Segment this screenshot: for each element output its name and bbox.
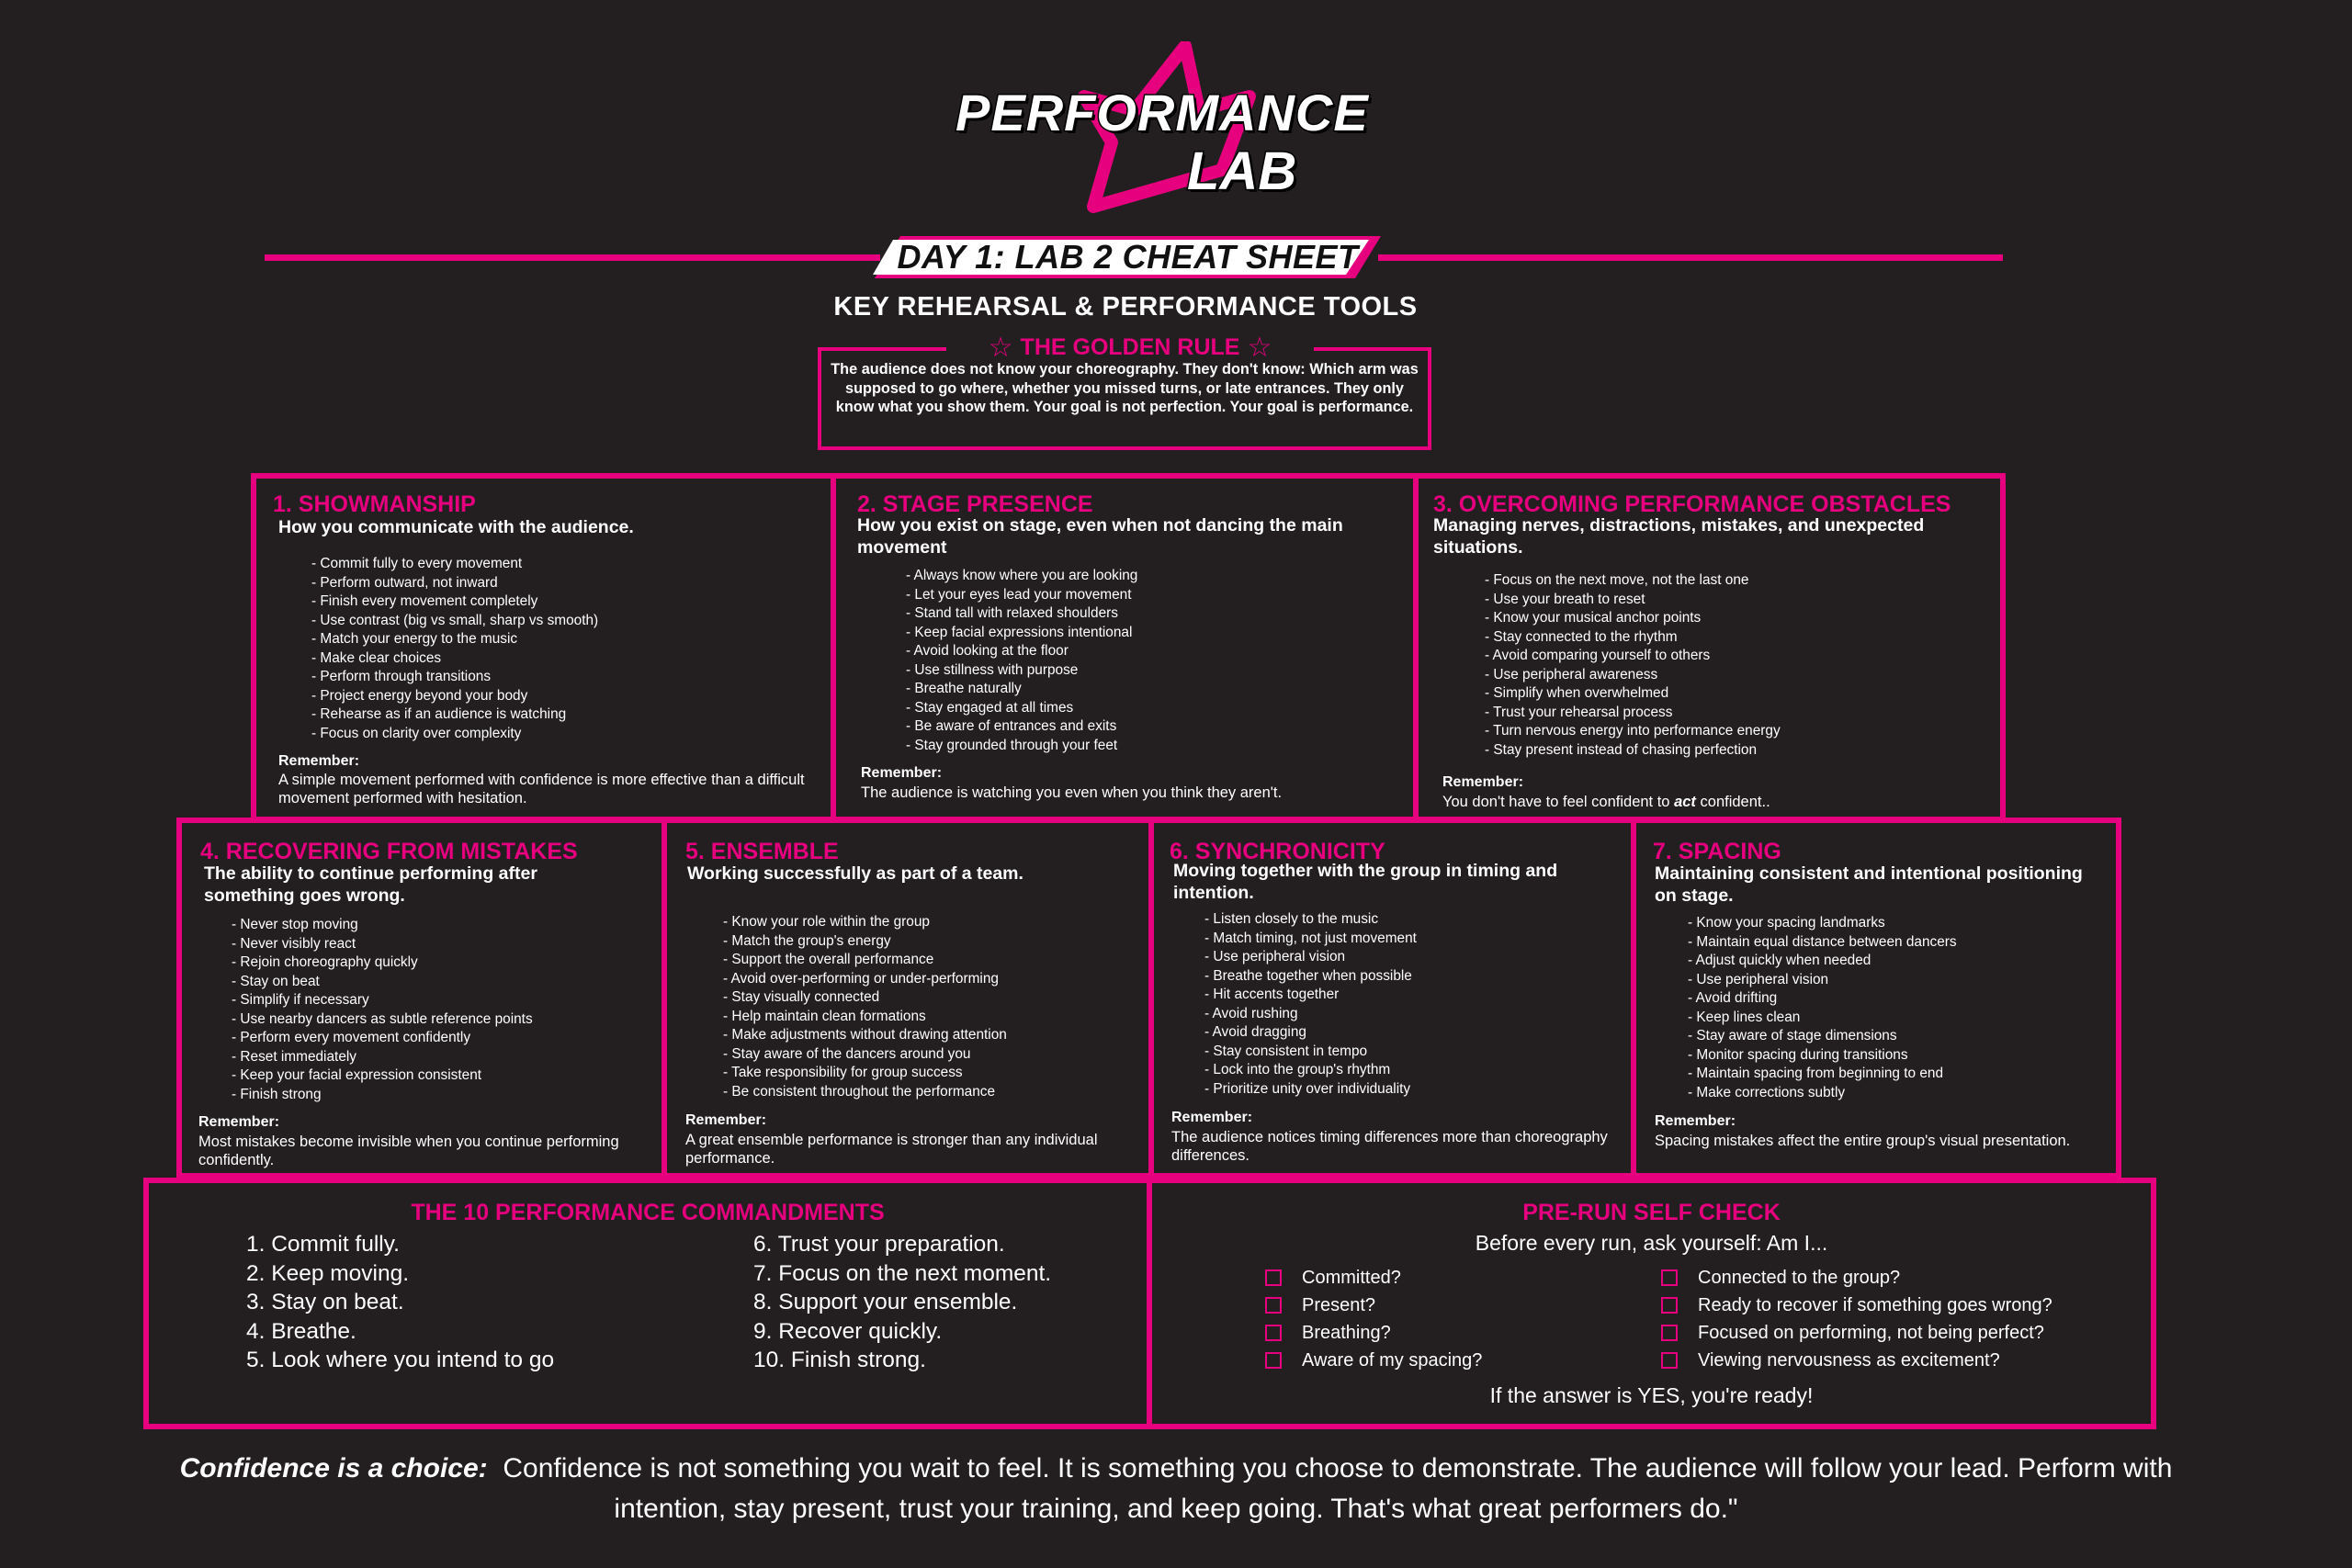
checklist-item[interactable] <box>1661 1347 2052 1374</box>
checklist-item[interactable] <box>1265 1264 1482 1292</box>
list-item: - Keep facial expressions intentional <box>906 624 1133 640</box>
list-item: - Make clear choices <box>311 649 442 666</box>
card-title: 2. STAGE PRESENCE <box>857 491 1093 517</box>
remember-text-part: confident.. <box>1695 794 1770 810</box>
commandment-item: 6. Trust your preparation. <box>753 1232 1005 1257</box>
card-list <box>723 913 1155 1101</box>
remember-label: Remember: <box>198 1114 280 1130</box>
commandment-item: 10. Finish strong. <box>753 1348 926 1372</box>
footer-quote <box>138 1449 2214 1529</box>
list-item: - Listen closely to the music <box>1204 911 1379 927</box>
list-item: - Support the overall performance <box>723 952 934 967</box>
list-item: - Use peripheral vision <box>1204 949 1346 964</box>
list-item: - Never stop moving <box>232 917 358 932</box>
list-item: - Use your breath to reset <box>1485 591 1645 607</box>
page-subtitle: KEY REHEARSAL & PERFORMANCE TOOLS <box>833 292 1418 321</box>
checkbox-icon[interactable] <box>1661 1352 1678 1369</box>
list-item: - Use stillness with purpose <box>906 661 1079 678</box>
golden-rule-text: The audience does not know your choreography. They don't know: Which arm was supposed to go where, whether you missed turns, or late entrances. They only know what you show them. Your goal is not perfection. Your goal is performance. <box>831 361 1419 415</box>
list-item: - Help maintain clean formations <box>723 1008 926 1024</box>
remember-label: Remember: <box>278 753 360 769</box>
list-item: - Lock into the group's rhythm <box>1204 1062 1391 1077</box>
list-item: - Match timing, not just movement <box>1204 930 1417 946</box>
list-item: - Avoid drifting <box>1688 990 1778 1006</box>
title-banner <box>873 234 1383 280</box>
self-check-title: PRE-RUN SELF CHECK <box>1522 1200 1781 1225</box>
list-item: - Avoid over-performing or under-performing <box>723 970 999 987</box>
list-item: - Monitor spacing during transitions <box>1688 1046 1908 1063</box>
list-item: - Know your role within the group <box>723 914 930 930</box>
list-item: - Finish every movement completely <box>311 593 538 609</box>
checklist-item[interactable] <box>1265 1292 1482 1319</box>
list-item: - Focus on clarity over complexity <box>311 725 522 741</box>
remember-label: Remember: <box>1442 774 1524 790</box>
commandments-right-list <box>753 1230 1139 1375</box>
list-item: - Know your spacing landmarks <box>1688 915 1885 931</box>
list-item: - Reset immediately <box>232 1048 356 1065</box>
list-item: - Stay engaged at all times <box>906 699 1074 716</box>
card-subtitle: Working successfully as part of a team. <box>687 863 1023 884</box>
checkbox-icon[interactable] <box>1265 1325 1282 1341</box>
checklist-label: Present? <box>1302 1294 1376 1315</box>
remember-text: A great ensemble performance is stronger than any individual performance. <box>685 1132 1098 1167</box>
list-item: - Rehearse as if an audience is watching <box>311 706 567 722</box>
list-item: - Never visibly react <box>232 935 356 952</box>
list-item: - Avoid comparing yourself to others <box>1485 648 1711 663</box>
card-ensemble <box>662 818 1154 1179</box>
self-check-intro: Before every run, ask yourself: Am I... <box>1475 1231 1828 1255</box>
checklist-label: Connected to the group? <box>1698 1267 1901 1288</box>
remember-text: A simple movement performed with confidence is more effective than a difficult movement performed with hesitation. <box>278 772 805 807</box>
list-item: - Always know where you are looking <box>906 568 1138 583</box>
checkbox-icon[interactable] <box>1265 1352 1282 1369</box>
list-item: - Keep your facial expression consistent <box>232 1067 482 1083</box>
list-item: - Maintain spacing from beginning to end <box>1688 1066 1944 1081</box>
list-item: - Focus on the next move, not the last one <box>1485 572 1749 588</box>
list-item: - Breathe together when possible <box>1204 967 1412 984</box>
commandments-title: THE 10 PERFORMANCE COMMANDMENTS <box>411 1200 885 1225</box>
list-item: - Avoid dragging <box>1204 1024 1306 1040</box>
remember-text <box>1442 793 1994 811</box>
list-item: - Stay aware of the dancers around you <box>723 1045 971 1062</box>
commandments-box <box>143 1178 1152 1429</box>
list-item: - Make corrections subtly <box>1688 1084 1846 1100</box>
list-item: - Stay present instead of chasing perfection <box>1485 741 1758 758</box>
list-item: - Match your energy to the music <box>311 631 518 647</box>
remember-text: The audience is watching you even when you think they aren't. <box>861 784 1283 801</box>
list-item: - Perform outward, not inward <box>311 574 498 591</box>
checklist-label: Committed? <box>1302 1267 1401 1288</box>
list-item: - Turn nervous energy into performance energy <box>1485 723 1781 739</box>
logo-word-lab: LAB <box>1187 141 1297 201</box>
commandment-item: 1. Commit fully. <box>246 1232 400 1257</box>
list-item: - Stay visually connected <box>723 989 880 1005</box>
card-list <box>311 555 808 743</box>
list-item: - Trust your rehearsal process <box>1485 704 1673 720</box>
title-rule-right <box>1378 254 2003 261</box>
card-list <box>1688 914 2120 1102</box>
list-item: - Use contrast (big vs small, sharp vs smooth) <box>311 612 599 628</box>
list-item: - Commit fully to every movement <box>311 556 523 571</box>
commandment-item: 4. Breathe. <box>246 1318 356 1344</box>
title-rule-left <box>265 254 880 261</box>
card-subtitle: Maintaining consistent and intentional positioning on stage. <box>1655 863 2083 906</box>
golden-rule-title <box>946 331 1314 364</box>
card-title: 6. SYNCHRONICITY <box>1170 839 1385 864</box>
commandment-item: 9. Recover quickly. <box>753 1318 943 1344</box>
self-check-outro: If the answer is YES, you're ready! <box>1489 1383 1814 1407</box>
card-subtitle: Moving together with the group in timing and intention. <box>1173 861 1558 903</box>
performance-lab-logo <box>946 41 1369 216</box>
list-item: - Simplify if necessary <box>232 992 369 1008</box>
list-item: - Hit accents together <box>1204 987 1340 1002</box>
list-item: - Rejoin choreography quickly <box>232 954 418 970</box>
self-check-right-list <box>1661 1264 2052 1374</box>
remember-label: Remember: <box>685 1112 767 1128</box>
commandment-item: 8. Support your ensemble. <box>753 1290 1018 1314</box>
card-subtitle: How you communicate with the audience. <box>278 517 634 537</box>
list-item: - Breathe naturally <box>906 681 1022 696</box>
card-list <box>232 916 663 1104</box>
list-item: - Use nearby dancers as subtle reference points <box>232 1010 533 1027</box>
list-item: - Let your eyes lead your movement <box>906 586 1132 603</box>
remember-emphasis: act <box>1674 794 1696 810</box>
list-item: - Stay connected to the rhythm <box>1485 628 1678 645</box>
card-list <box>906 567 1402 755</box>
list-item: - Finish strong <box>232 1086 322 1102</box>
checklist-label: Focused on performing, not being perfect? <box>1698 1322 2044 1343</box>
list-item: - Make adjustments without drawing attention <box>723 1027 1007 1043</box>
list-item: - Know your musical anchor points <box>1485 610 1702 626</box>
page-title: DAY 1: LAB 2 CHEAT SHEET <box>897 238 1359 276</box>
footer-text: Confidence is not something you wait to feel. It is something you choose to demonstrate. The audience will follow your lead. Perform with intention, stay present, trust your training, and keep going. That's what great performers do." <box>503 1453 2173 1524</box>
list-item: - Take responsibility for group success <box>723 1065 963 1080</box>
logo-word-performance: PERFORMANCE <box>956 84 1369 141</box>
list-item: - Keep lines clean <box>1688 1009 1801 1025</box>
card-showmanship <box>251 473 836 822</box>
checklist-item[interactable] <box>1661 1264 2052 1292</box>
list-item: - Avoid looking at the floor <box>906 643 1069 659</box>
list-item: - Be aware of entrances and exits <box>906 718 1117 734</box>
list-item: - Stay on beat <box>232 973 320 989</box>
list-item: - Maintain equal distance between dancers <box>1688 933 1957 950</box>
card-list <box>1485 571 1999 760</box>
list-item: - Be consistent throughout the performance <box>723 1083 996 1100</box>
card-title: 3. OVERCOMING PERFORMANCE OBSTACLES <box>1433 491 1951 517</box>
card-title: 7. SPACING <box>1653 839 1781 864</box>
remember-text: The audience notices timing differences more than choreography differences. <box>1171 1129 1608 1164</box>
remember-text-part: You don't have to feel confident to <box>1442 794 1675 810</box>
star-icon: ☆ <box>1247 333 1272 363</box>
list-item: - Stand tall with relaxed shoulders <box>906 605 1118 621</box>
list-item: - Stay aware of stage dimensions <box>1688 1028 1897 1043</box>
self-check-box <box>1147 1178 2156 1429</box>
checklist-item[interactable] <box>1661 1292 2052 1319</box>
card-spacing <box>1631 818 2121 1179</box>
checklist-label: Breathing? <box>1302 1322 1391 1343</box>
commandment-item: 7. Focus on the next moment. <box>753 1260 1052 1286</box>
list-item: - Stay grounded through your feet <box>906 737 1118 753</box>
list-item: - Stay consistent in tempo <box>1204 1043 1368 1059</box>
list-item: - Match the group's energy <box>723 932 891 949</box>
card-subtitle: The ability to continue performing after something goes wrong. <box>204 863 537 906</box>
card-list <box>1204 910 1636 1099</box>
card-synchronicity <box>1148 818 1636 1179</box>
list-item: - Prioritize unity over individuality <box>1204 1080 1411 1097</box>
checkbox-icon[interactable] <box>1265 1269 1282 1286</box>
checklist-label: Viewing nervousness as excitement? <box>1698 1349 2000 1371</box>
self-check-left-list <box>1265 1264 1482 1374</box>
list-item: - Simplify when overwhelmed <box>1485 685 1669 701</box>
checklist-item[interactable] <box>1661 1319 2052 1347</box>
footer-lead: Confidence is a choice: <box>179 1453 488 1483</box>
card-overcoming-obstacles <box>1413 473 2006 822</box>
card-title: 1. SHOWMANSHIP <box>273 491 476 517</box>
checklist-item[interactable] <box>1265 1319 1482 1347</box>
list-item: - Use peripheral vision <box>1688 971 1829 987</box>
golden-rule-heading: THE GOLDEN RULE <box>1020 334 1240 360</box>
checkbox-icon[interactable] <box>1661 1325 1678 1341</box>
list-item: - Adjust quickly when needed <box>1688 953 1871 968</box>
list-item: - Perform every movement confidently <box>232 1030 471 1045</box>
checkbox-icon[interactable] <box>1265 1297 1282 1314</box>
checklist-label: Ready to recover if something goes wrong? <box>1698 1294 2052 1315</box>
card-stage-presence <box>831 473 1419 822</box>
card-title: 4. RECOVERING FROM MISTAKES <box>200 839 578 864</box>
card-subtitle: How you exist on stage, even when not dancing the main movement <box>857 515 1343 558</box>
commandment-item: 5. Look where you intend to go <box>246 1348 555 1372</box>
card-subtitle: Managing nerves, distractions, mistakes, and unexpected situations. <box>1433 515 1925 558</box>
remember-text: Most mistakes become invisible when you continue performing confidently. <box>198 1134 619 1168</box>
checklist-item[interactable] <box>1265 1347 1482 1374</box>
checkbox-icon[interactable] <box>1661 1297 1678 1314</box>
list-item: - Use peripheral awareness <box>1485 666 1658 682</box>
commandments-left-list <box>246 1230 650 1375</box>
checkbox-icon[interactable] <box>1661 1269 1678 1286</box>
list-item: - Perform through transitions <box>311 669 492 684</box>
card-recovering-mistakes <box>176 818 667 1179</box>
list-item: - Avoid rushing <box>1204 1005 1298 1021</box>
list-item: - Project energy beyond your body <box>311 687 528 704</box>
card-title: 5. ENSEMBLE <box>685 839 839 864</box>
remember-label: Remember: <box>1171 1110 1253 1125</box>
remember-label: Remember: <box>1655 1113 1736 1129</box>
checklist-label: Aware of my spacing? <box>1302 1349 1483 1371</box>
remember-text: Spacing mistakes affect the entire group's visual presentation. <box>1655 1133 2071 1149</box>
remember-label: Remember: <box>861 765 943 781</box>
commandment-item: 3. Stay on beat. <box>246 1290 404 1314</box>
commandment-item: 2. Keep moving. <box>246 1260 410 1286</box>
star-icon: ☆ <box>988 333 1013 363</box>
